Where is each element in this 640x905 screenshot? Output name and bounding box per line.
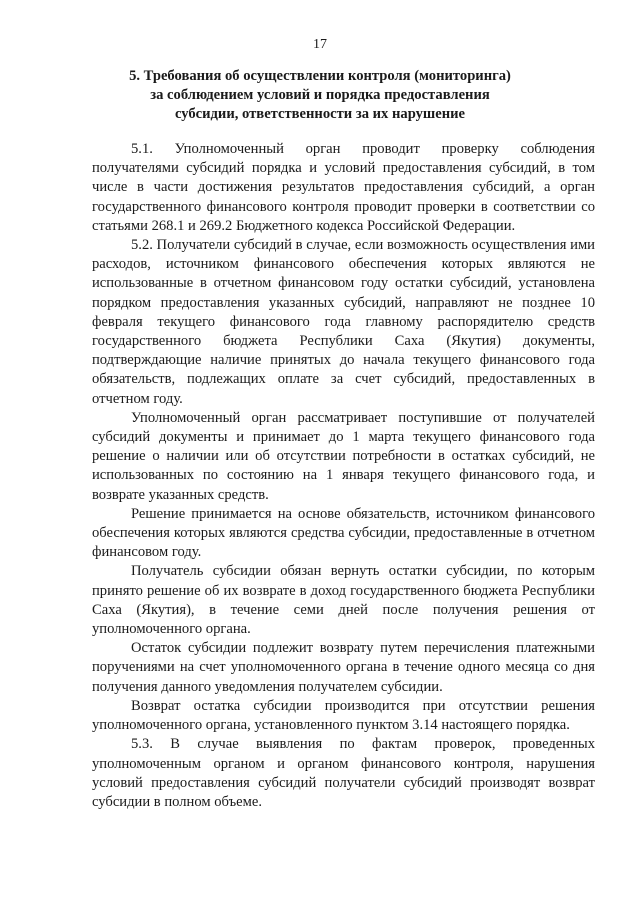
page-number: 17 — [313, 37, 327, 52]
paragraph-5-1: 5.1. Уполномоченный орган проводит проверку соблюдения получателями субсидий порядка и условий предоставления субсидий, в том числе в части достижения результатов предоставления субсидий, а орган государственного финансового контроля проводит проверки в соответствии со статьями 268.1 и 269.2 Бюджетного кодекса Российской Федерации. — [92, 141, 595, 234]
section-heading — [80, 67, 560, 124]
paragraph-5-3: 5.3. В случае выявления по фактам проверок, проведенных уполномоченным органом и органом финансового контроля, нарушения условий предоставления субсидий получатели субсидий производят возврат субсидии в полном объеме. — [92, 736, 595, 810]
paragraph-decision: Решение принимается на основе обязательств, источником финансового обеспечения которых являются средства субсидии, предоставленные в отчетном финансовом году. — [92, 505, 595, 561]
paragraph-return-condition: Возврат остатка субсидии производится при отсутствии решения уполномоченного органа, установленного пунктом 3.14 настоящего порядка. — [92, 697, 595, 734]
section-heading-line-3: субсидии, ответственности за их нарушение — [174, 106, 466, 122]
paragraph-return-method: Остаток субсидии подлежит возврату путем перечисления платежными поручениями на счет уполномоченного органа в течение одного месяца со дня получения данного уведомления получателем субсидии. — [92, 640, 595, 695]
paragraph-return-obligation: Получатель субсидии обязан вернуть остатки субсидии, по которым принято решение об их возврате в доход государственного бюджета Республики Саха (Якутия), в течение семи дней после получения решения от уполномоченного органа. — [92, 563, 595, 638]
paragraph-review: Уполномоченный орган рассматривает поступившие от получателей субсидий документы и принимает до 1 марта текущего финансового года решение о наличии или об отсутствии потребности в остатках субсидий, не использованных по состоянию на 1 января текущего финансового года, и возврате указанных средств. — [92, 409, 595, 503]
document-body — [92, 140, 595, 812]
paragraph-5-2: 5.2. Получатели субсидий в случае, если возможность осуществления ими расходов, источником финансового обеспечения которых являются не использованные в отчетном финансовом году остатки субсидий, установлена порядком предоставления указанных субсидий, направляют не позднее 10 февраля текущего финансового года главному распорядителю средств государственного бюджета Республики Саха (Якутия) документы, подтверждающие наличие принятых до начала текущего финансового года обязательств, подлежащих оплате за счет субсидий, предоставленных в отчетном году. — [92, 237, 595, 407]
section-heading-line-2: за соблюдением условий и порядка предоставления — [150, 87, 490, 103]
section-heading-line-1: 5. Требования об осуществлении контроля (мониторинга) — [129, 68, 511, 84]
